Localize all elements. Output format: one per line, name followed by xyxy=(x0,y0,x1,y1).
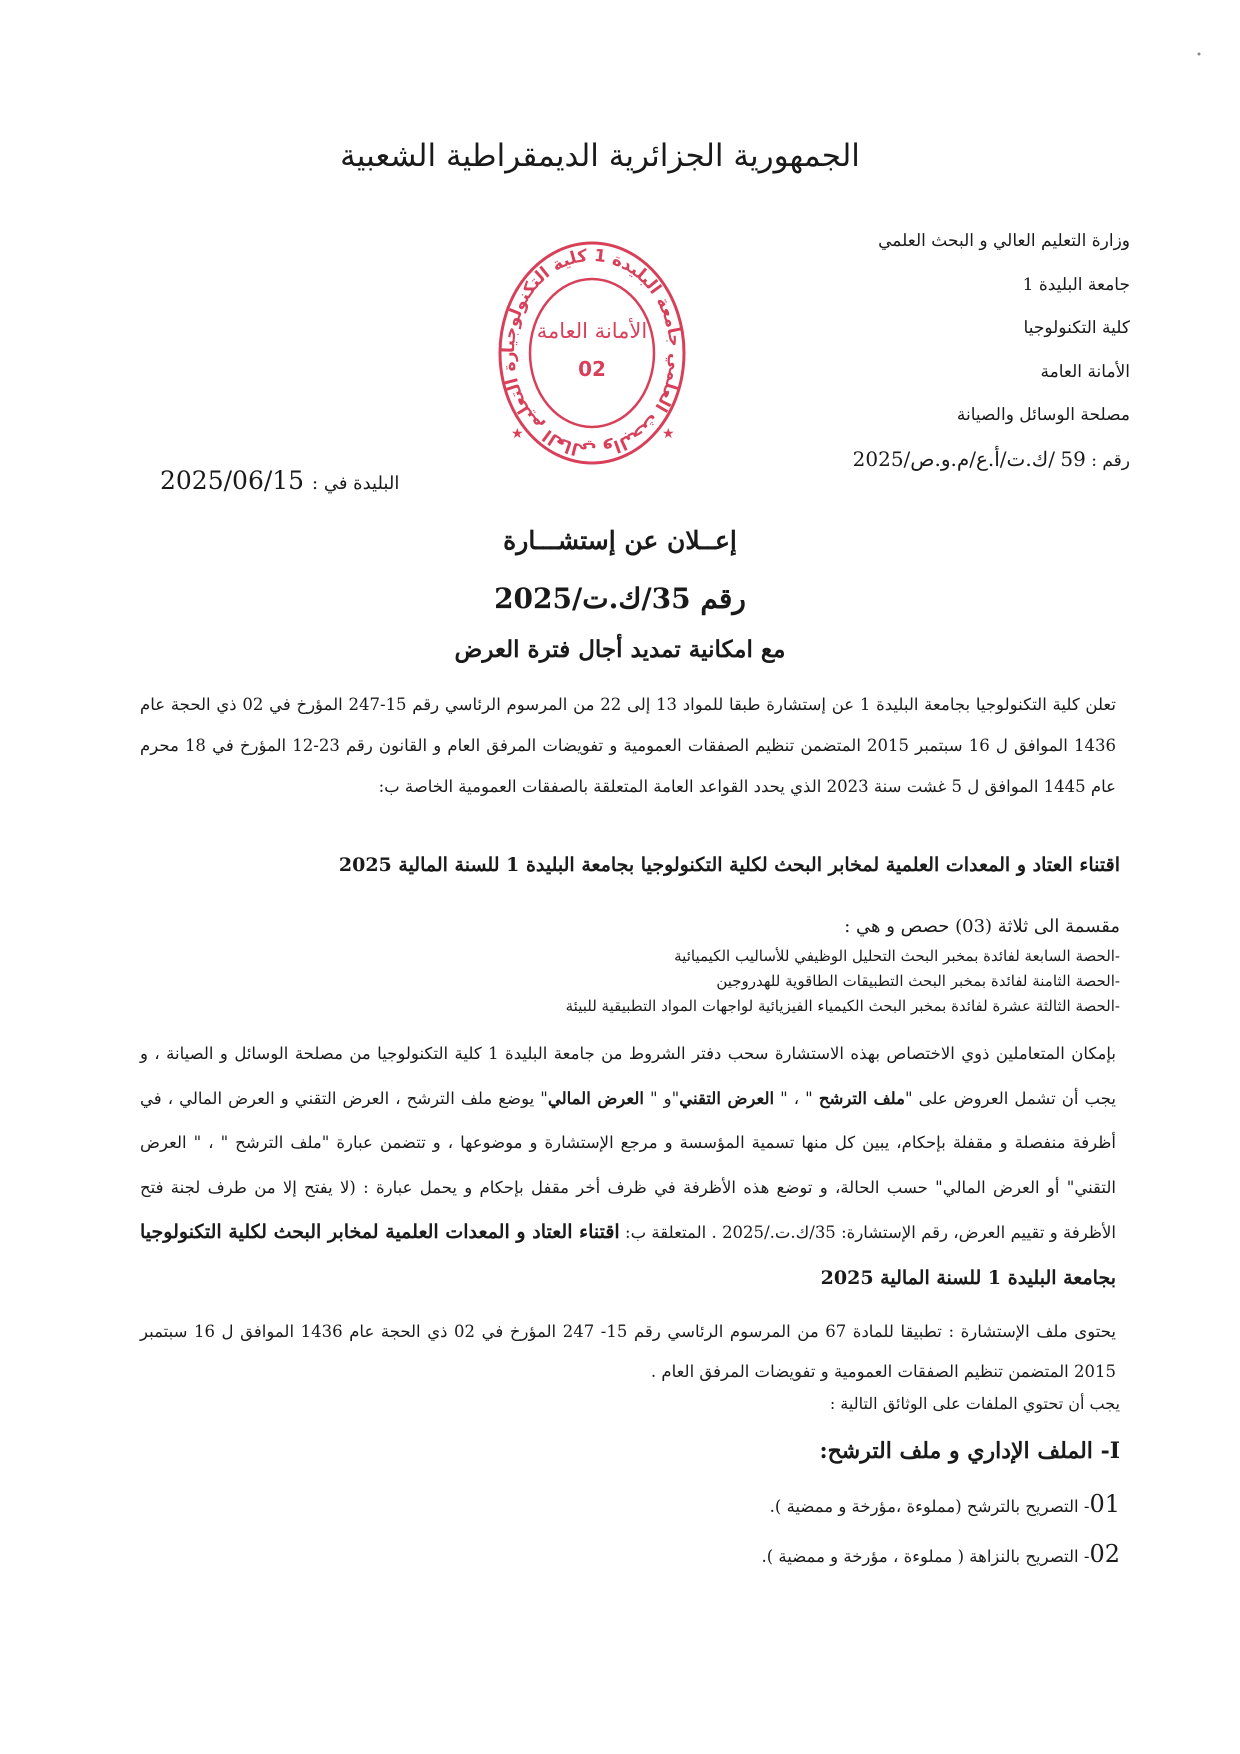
item-number: 01 xyxy=(1089,1490,1120,1518)
stamp-star-icon: ★ xyxy=(662,426,675,442)
subject-bold: اقتناء العتاد و المعدات العلمية لمخابر البحث لكلية التكنولوجيا بجامعة البليدة 1 للسنة المالية 2025 xyxy=(140,1221,1116,1289)
instructions-text: "و " xyxy=(643,1088,680,1108)
instructions-text: " ، " xyxy=(774,1088,819,1108)
list-item: -الحصة السابعة لفائدة بمخبر البحث التحليل الوظيفي للأساليب الكيميائية xyxy=(674,947,1120,965)
university-name: جامعة البليدة 1 xyxy=(1022,274,1130,295)
technical-offer-label: العرض التقني xyxy=(679,1088,775,1108)
item-number: 02 xyxy=(1089,1540,1120,1568)
item-text: - التصريح بالترشح (مملوءة ،مؤرخة و ممضية ). xyxy=(769,1497,1090,1516)
reference-value: 59 xyxy=(1060,446,1086,471)
item-text: - التصريح بالنزاهة ( مملوءة ، مؤرخة و ممضية ). xyxy=(761,1547,1090,1566)
instructions-text: بإمكان المتعاملين ذوي الاختصاص بهذه الاستشارة سحب دفتر الشروط من جامعة البليدة 1 كلية التكنولوجيا من مصلحة الوسائل و الصيانة ، و يجب أن تشمل العروض على " xyxy=(140,1044,1116,1108)
stamp-center-text: الأمانة العامة xyxy=(536,319,648,343)
subject-line: اقتناء العتاد و المعدات العلمية لمخابر البحث لكلية التكنولوجيا بجامعة البليدة 1 للسنة المالية 2025 xyxy=(338,854,1120,876)
date-label: البليدة في : xyxy=(312,473,400,494)
reference-suffix: /ك.ت/أ.ع/م.و.ص/2025 xyxy=(852,446,1055,471)
reference-prefix: رقم : xyxy=(1091,450,1130,471)
candidacy-file-label: ملف الترشح xyxy=(818,1088,905,1108)
secretariat-name: الأمانة العامة xyxy=(1040,361,1130,382)
date-value: 2025/06/15 xyxy=(160,466,305,495)
consultation-number: رقم 35/ك.ت/2025 xyxy=(494,582,746,615)
instructions-text: " يوضع ملف الترشح ، العرض التقني و العرض المالي ، في أظرفة منفصلة و مقفلة بإحكام، يبين كل منها تسمية المؤسسة و مرجع الإستشارة و موضوعها ، و تتضمن عبارة "ملف الترشح " ، " العرض التقني" أو العرض المالي" حسب الحالة، و توضع هذه الأظرفة في ظرف أخر مقفل بإحكام و يحمل عبارة : (لا يفتح إلا من طرف لجنة فتح الأظرفة و تقييم العرض، رقم الإستشارة: 35/ك.ت./2025 . المتعلقة ب: xyxy=(140,1088,1116,1242)
date-line xyxy=(160,466,460,495)
financial-offer-label: العرض المالي xyxy=(547,1088,644,1108)
scan-speck xyxy=(1196,42,1202,48)
stamp-ring-text: رة التعليم العالي والبحث العلمي جامعة البليدة 1 كلية التكنولوجيا xyxy=(498,245,686,461)
stamp-star-icon: ★ xyxy=(511,426,524,442)
announcement-title: إعــلان عن إستشـــارة xyxy=(503,526,737,555)
country-heading: الجمهورية الجزائرية الديمقراطية الشعبية xyxy=(340,138,860,174)
section-heading: I- الملف الإداري و ملف الترشح: xyxy=(819,1438,1120,1464)
service-name: مصلحة الوسائل والصيانة xyxy=(956,405,1130,425)
consultation-file-paragraph: يحتوى ملف الإستشارة : تطبيقا للمادة 67 من المرسوم الرئاسي رقم 15- 247 المؤرخ في 02 ذي الحجة عام 1436 الموافق ل 16 سبتمبر 2015 المتضمن تنظيم الصفقات العمومية و تفويضات المرفق العام . xyxy=(140,1322,1116,1381)
reference-number xyxy=(800,438,1130,484)
administrative-header xyxy=(800,220,1130,483)
lots-list xyxy=(520,910,1120,1019)
lots-intro: مقسمة الى ثلاثة (03) حصص و هي : xyxy=(844,916,1120,937)
list-item: -الحصة الثالثة عشرة لفائدة بمخبر البحث الكيمياء الفيزيائية لواجهات المواد التطبيقية للبيئة xyxy=(565,997,1120,1015)
list-item: -الحصة الثامنة لفائدة بمخبر البحث التطبيقات الطاقوية للهدروجين xyxy=(716,972,1120,990)
submission-instructions xyxy=(140,1032,1116,1301)
extension-note: مع امكانية تمديد أجال فترة العرض xyxy=(454,636,786,663)
official-stamp xyxy=(497,238,687,468)
list-item xyxy=(600,1490,1120,1518)
list-item xyxy=(600,1540,1120,1568)
faculty-name: كلية التكنولوجيا xyxy=(1023,318,1130,338)
stamp-number: 02 xyxy=(578,357,606,381)
ministry-name: وزارة التعليم العالي و البحث العلمي xyxy=(878,231,1130,251)
legal-basis-paragraph: تعلن كلية التكنولوجيا بجامعة البليدة 1 عن إستشارة طبقا للمواد 13 إلى 22 من المرسوم الرئاسي رقم 15-247 المؤرخ في 02 ذي الحجة عام 1436 الموافق ل 16 سبتمبر 2015 المتضمن تنظيم الصفقات العمومية و تفويضات المرفق العام و القانون رقم 23-12 المؤرخ في 18 محرم عام 1445 الموافق ل 5 غشت سنة 2023 الذي يحدد القواعد العامة المتعلقة بالصفقات العمومية الخاصة ب: xyxy=(140,695,1116,796)
requirement-line: يجب أن تحتوي الملفات على الوثائق التالية : xyxy=(829,1394,1120,1413)
